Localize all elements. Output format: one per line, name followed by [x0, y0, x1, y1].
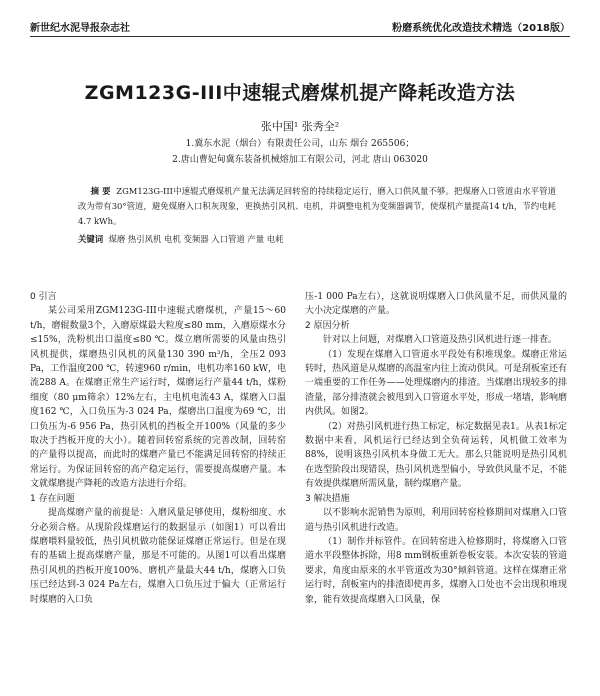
- affiliation-2: 2.唐山曹妃甸冀东装备机械熔加工有限公司，河北 唐山 063020: [172, 155, 428, 165]
- running-header: [30, 14, 570, 34]
- right-column-paragraph: （2）对热引风机进行热工标定，标定数据见表1。从表1标定数据中来看，风机运行已经达到全负荷运转，风机做工效率为88%，说明该热引风机本身做工无大。那么只能说明是热引风机在选型阶段出现错误，热引风机选型偏小，导致供风量不足，不能有效提供煤磨所需风量，制约煤磨产量。: [305, 421, 567, 490]
- right-column-paragraph: （1）发现在煤磨入口管道水平段处有积堆现象。煤磨正常运转时，热风道是从煤磨的高温室内往上流动供风。可是刮板室还有一端重要的工作任务——处理煤磨内的排渣。当煤磨出现较多的排渣量，部分排渣就会被甩到入口管道水平处，形成一堵墙，影响磨内供风。如图2。: [305, 349, 567, 418]
- header-rule: [30, 36, 570, 37]
- left-column-paragraph: 提高煤磨产量的前提是：入磨风量足够使用，煤粉细度、水分必须合格。从现阶段煤磨运行的数据显示（如图1）可以看出煤磨喂料量较低，热引风机做功能保证煤磨正常运行。但是在现有的基础上提高煤磨产量，那是不可能的。从图1可以看出煤磨热引风机的挡板开度100%、磨机产量最大44 t/h，煤磨入口负压已经达到-3 024 Pa左右，煤磨入口负压过于偏大（正常运行时煤磨的入口负: [30, 508, 286, 605]
- abstract: [78, 184, 556, 229]
- keywords-label: 关键词: [78, 234, 104, 244]
- right-column-heading: 2 原因分析: [305, 320, 350, 331]
- right-column-paragraph: 针对以上问题，对煤磨入口管道及热引风机进行逐一排查。: [323, 335, 558, 346]
- right-column-paragraph: 以不影响水泥销售为原则，利用回转窑检修期间对煤磨入口管道与热引风机进行改造。: [305, 508, 567, 533]
- header-right: 粉磨系统优化改造技术精选（2018版）: [392, 23, 570, 34]
- keywords: [78, 232, 556, 247]
- right-column-heading: 3 解决措施: [305, 493, 350, 504]
- right-column-paragraph: 压-1 000 Pa左右），这就说明煤磨入口供风量不足，而供风量的大小决定煤磨的产量。: [305, 292, 567, 317]
- authors: 张中国¹ 张秀全²: [260, 120, 340, 133]
- left-column: [30, 290, 286, 607]
- header-left: 新世纪水泥导报杂志社: [30, 23, 130, 34]
- right-column-paragraph: （1）制作并标管件。在回转窑进入检修期时，将煤磨入口管道水平段整体拆除，用8 mm钢板重新卷板安装。本次安装的管道要求，角度由原来的水平管道改为30°倾斜管道。这样在煤磨正常运行时，刮板室内的排渣即使再多，煤磨入口处也不会出现积堆现象，能有效提高煤磨入口风量，保: [305, 536, 567, 605]
- left-column-heading: 0 引言: [30, 292, 57, 302]
- article-title: ZGM123G-III中速辊式磨煤机提产降耗改造方法: [84, 82, 516, 104]
- left-column-paragraph: 某公司采用ZGM123G-III中速辊式磨煤机，产量15～60 t/h，磨辊数量3个，入磨原煤最大粒度≤80 mm，入磨原煤水分≤15%，洗粉机出口温度≤80 ℃。煤立磨所需要的风量由热引风机提供，煤磨热引风机的风量130 390 m³/h，全压2 093 Pa，工作温度200 ℃，转速960 r/min，电机功率160 kW，电流288 A。在煤磨正常生产运行时，煤磨运行产量44 t/h，煤粉细度（80 μm筛余）12%左右，主电机电流43 A，煤磨入口温度162 ℃，入口负压为-3 024 Pa，煤磨出口温度为69 ℃，出口负压为-6 956 Pa，热引风机的挡板全开100%（风量的多少取决于挡板开度的大小）。随着回转窑系统的完善改制，回转窑的产量得以提高，而此时的煤磨产量已不能满足回转窑的持续正常运行。为保证回转窑的高产稳定运行，需要提高煤磨产量。本文就煤磨提产降耗的改造方法进行介绍。: [30, 306, 286, 490]
- right-column: [305, 290, 567, 607]
- keywords-text: 煤磨 热引风机 电机 变频器 入口管道 产量 电耗: [108, 234, 284, 244]
- left-column-heading: 1 存在问题: [30, 493, 75, 504]
- affiliation-1: 1.冀东水泥（烟台）有限责任公司，山东 烟台 265506；: [185, 139, 415, 149]
- abstract-label: 摘 要: [90, 186, 111, 196]
- abstract-text: ZGM123G-III中速辊式磨煤机产量无法满足回转窑的持续稳定运行，磨入口供风量不够。把煤磨入口管道由水平管道改为带有30°管道，避免煤磨入口积灰现象，更换热引风机、电机，并调整电机为变频器调节，使煤机产量提高14 t/h，节约电耗4.7 kWh。: [78, 186, 556, 226]
